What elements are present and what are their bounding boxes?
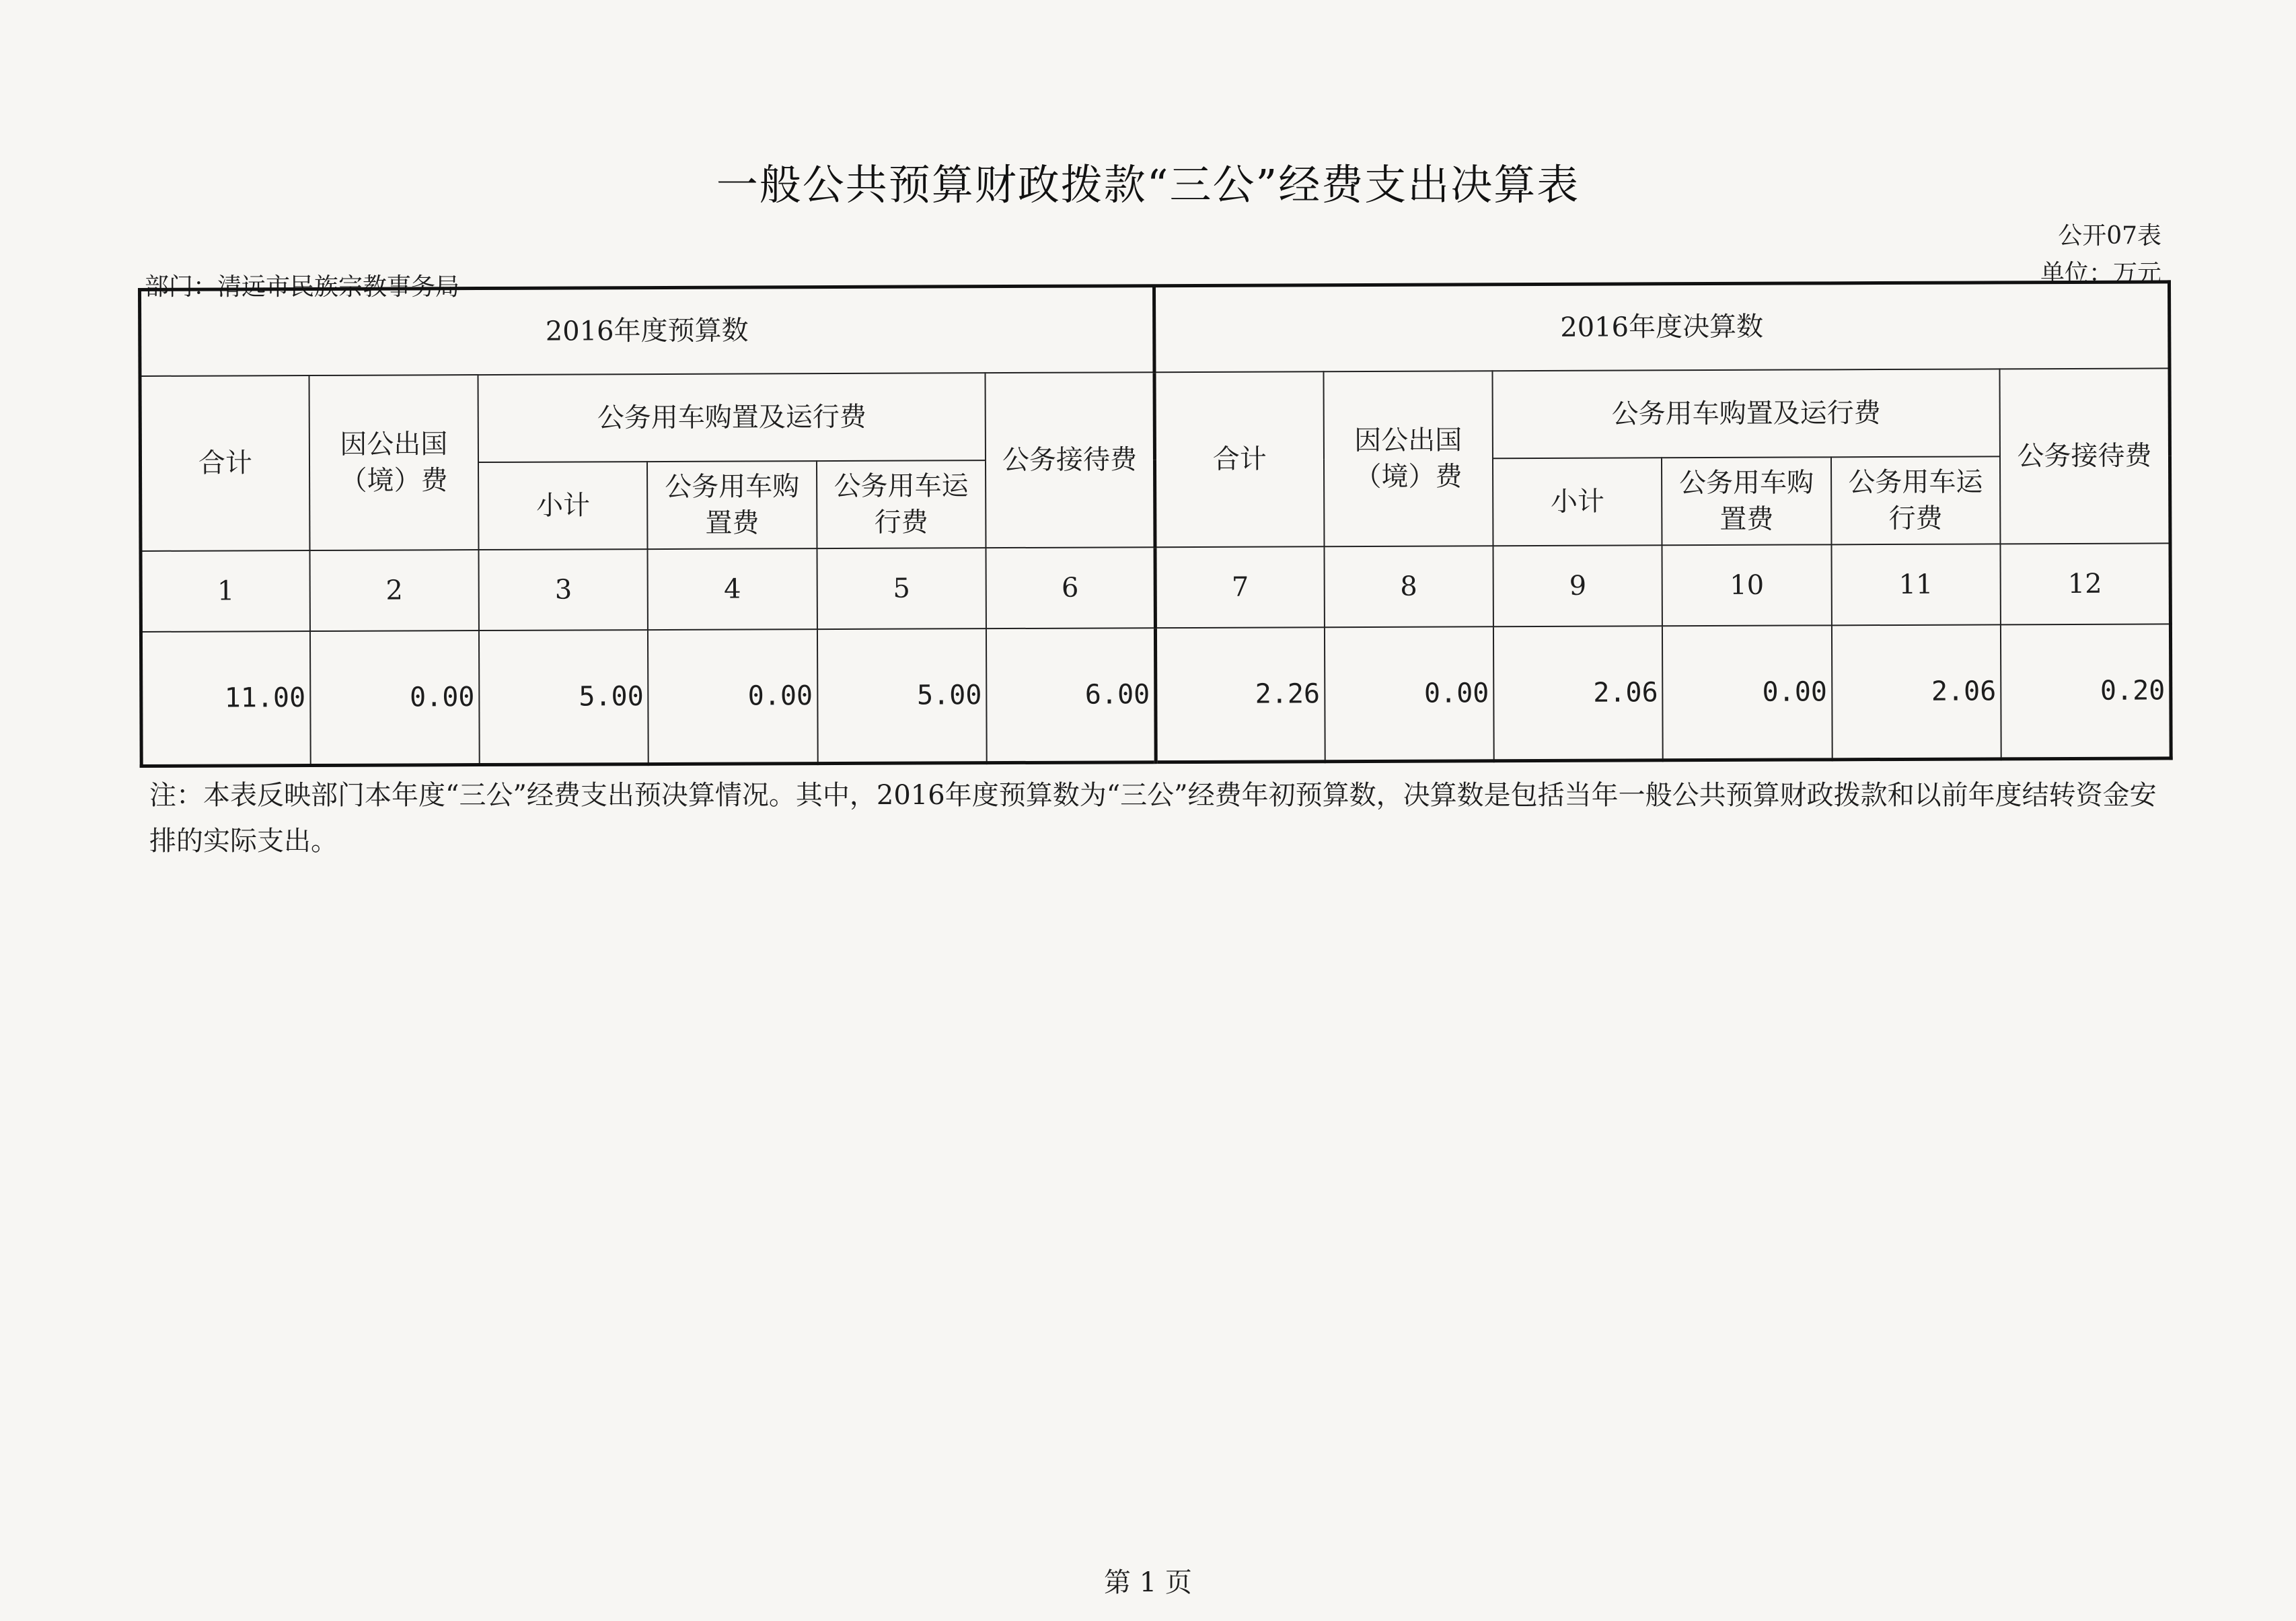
header-budget-abroad: 因公出国（境）费 [309,375,478,550]
index-cell: 9 [1493,545,1662,626]
header-budget-vehicle-operation: 公务用车运行费 [817,460,986,548]
value-cell: 0.20 [2001,624,2171,759]
header-final-vehicle-operation: 公务用车运行费 [1831,456,2001,544]
header-final-reception: 公务接待费 [1999,368,2170,544]
table-note: 注：本表反映部门本年度“三公”经费支出预决算情况。其中，2016年度预算数为“三公”经费年初预算数，决算数是包括当年一般公共预算财政拨款和以前年度结转资金安排的实际支出。 [149,780,2157,857]
department-label: 部门：清远市民族宗教事务局 [145,273,460,301]
section-row [140,282,2170,376]
header-budget-vehicle-purchase: 公务用车购置费 [647,461,817,549]
index-cell: 3 [479,549,649,631]
section-budget: 2016年度预算数 [140,286,1154,376]
index-cell: 2 [309,550,479,631]
expense-table [138,280,2173,768]
index-cell: 10 [1662,544,1832,626]
value-cell: 2.26 [1155,627,1325,762]
header-budget-subtotal: 小计 [478,462,648,550]
value-cell: 5.00 [817,628,987,764]
value-cell: 2.06 [1832,624,2001,760]
value-cell: 5.00 [479,630,649,765]
value-cell: 0.00 [310,631,480,766]
value-cell: 6.00 [986,628,1156,763]
header-final-vehicle-purchase: 公务用车购置费 [1662,457,1831,545]
value-cell: 0.00 [648,629,817,764]
header-budget-total: 合计 [140,375,309,551]
expense-table-wrapper [138,280,2173,764]
value-cell: 0.00 [1662,625,1832,760]
form-code: 公开07表 [2058,222,2161,250]
header-budget-vehicle-group: 公务用车购置及运行费 [478,373,986,462]
header-final-vehicle-group: 公务用车购置及运行费 [1492,369,1999,458]
page-number: 第 1 页 [1104,1567,1192,1598]
value-cell: 2.06 [1493,626,1663,761]
index-cell: 7 [1155,546,1325,628]
index-cell: 8 [1324,546,1493,627]
header-final-subtotal: 小计 [1493,458,1662,546]
header-budget-reception: 公务接待费 [986,372,1155,548]
header-final-total: 合计 [1154,371,1324,547]
index-cell: 11 [1831,544,2001,625]
index-cell: 1 [141,550,310,632]
section-final: 2016年度决算数 [1154,282,2170,372]
header-final-abroad: 因公出国（境）费 [1323,371,1493,546]
header-row-1 [140,368,2170,464]
value-cell: 11.00 [141,631,310,766]
index-cell: 12 [2000,543,2170,624]
index-cell: 5 [817,548,986,629]
page-title: 一般公共预算财政拨款“三公”经费支出决算表 [716,160,1580,209]
index-cell: 4 [648,548,817,630]
unit-label: 单位：万元 [2040,260,2161,287]
value-cell: 0.00 [1325,626,1494,762]
index-row [141,543,2170,632]
index-cell: 6 [986,547,1156,628]
value-row [141,624,2171,766]
